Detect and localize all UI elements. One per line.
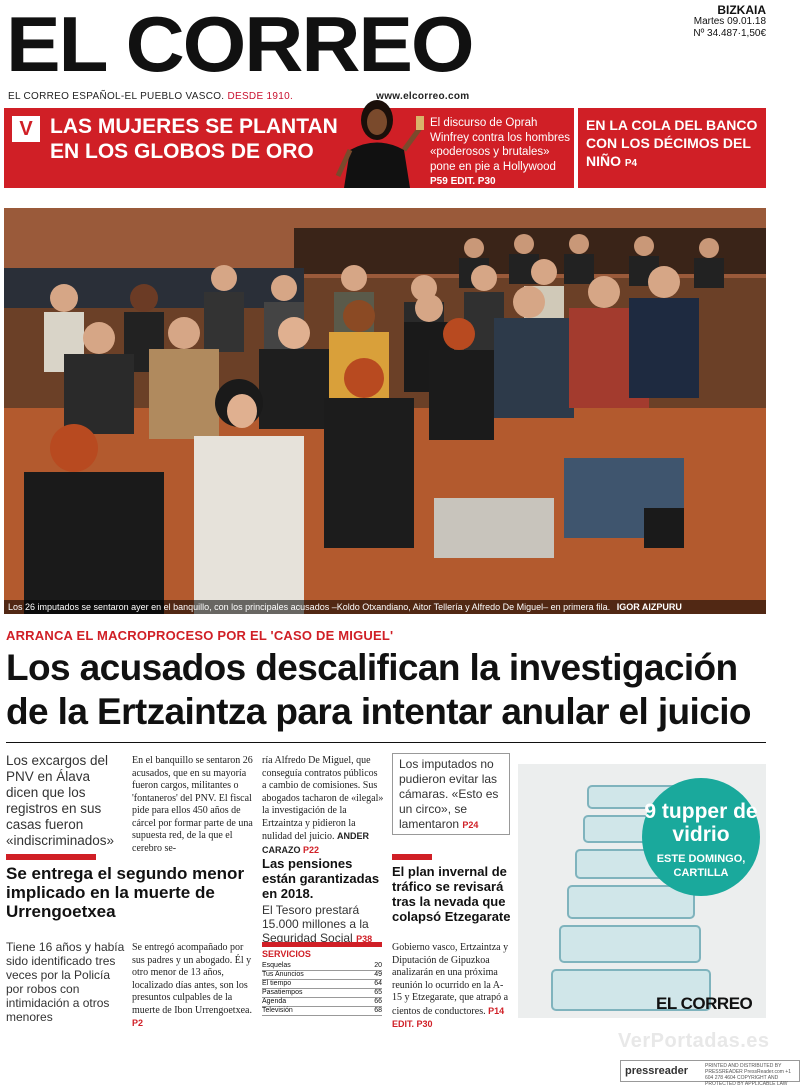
main-byline: ANDER CARAZO — [262, 831, 370, 855]
main-lead: Los excargos del PNV en Álava dicen que los registros en sus casas fueron «indiscriminados» — [6, 753, 115, 848]
main-photo — [4, 208, 766, 614]
story2-page: P2 — [132, 1018, 144, 1028]
main-divider — [6, 742, 766, 743]
pensions-brief[interactable] — [262, 856, 382, 946]
main-column-2-page: P22 — [303, 844, 320, 855]
story3-pages: P14 EDIT. P30 — [392, 1005, 505, 1029]
promo-headline: LAS MUJERES SE PLANTAN EN LOS GLOBOS DE ORO — [50, 115, 338, 163]
services-label: Televisión — [262, 1007, 363, 1016]
pressreader-logo: pressreader — [625, 1065, 688, 1077]
edition-info — [693, 4, 766, 40]
promo-blurb-text: El discurso de Oprah Winfrey contra los hombres «poderosos y brutales» pone en pie a Hollywood — [430, 117, 570, 173]
ad-logo: EL CORREO — [656, 994, 753, 1013]
story2-column-text: Se entregó acompañado por sus padres y un abogado. Él y otro menor de 13 años, localizado días antes, son los presuntos culpables de la muerte de Ibon Urrengoetxea. — [132, 942, 252, 1016]
oprah-figure-icon — [322, 80, 432, 188]
services-label: El tiempo — [262, 980, 363, 989]
services-page: 66 — [363, 998, 382, 1007]
promo-blurb — [430, 116, 572, 190]
services-row[interactable] — [262, 998, 382, 1007]
courtroom-photo-illustration — [4, 208, 766, 614]
edition-issue: Nº 34.487·1,50€ — [693, 28, 766, 39]
story2-tab — [6, 854, 96, 860]
main-sidebox-text: Los imputados no pudieron evitar las cámaras. «Esto es un circo», se lamentaron — [399, 757, 499, 831]
main-sidebox-page: P24 — [462, 820, 479, 830]
sidebar-promo[interactable] — [578, 108, 766, 188]
story2-headline[interactable]: Se entrega el segundo menor implicado en la muerte de Urrengoetxea — [6, 864, 245, 921]
main-column-2 — [262, 755, 384, 857]
services-label: Agenda — [262, 998, 363, 1007]
story3-tab — [392, 854, 432, 860]
story3-body-text: Gobierno vasco, Ertzaintza y Diputación de Gipuzkoa analizarán en una próxima reunión lo ocurrido en la A-15 y Etzegarate, que atrapó a cientos de conductores. — [392, 942, 509, 1017]
sidebar-promo-page: P4 — [624, 158, 638, 169]
services-row[interactable] — [262, 971, 382, 980]
services-table — [262, 962, 382, 1016]
services-label: Esquelas — [262, 962, 363, 971]
photo-caption-text: Los 26 imputados se sentaron ayer en el banquillo, con los principales acusados –Koldo Otxandiano, Aitor Tellería y Alfredo De Miguel– en primera fila. — [8, 602, 611, 612]
pensions-headline: Las pensiones están garantizadas en 2018. — [262, 856, 380, 901]
services-page: 64 — [363, 980, 382, 989]
tagline-since: DESDE 1910. — [227, 91, 294, 102]
main-sidebox[interactable] — [392, 753, 510, 835]
ad-badge — [642, 778, 760, 896]
pensions-text-body: El Tesoro prestará 15.000 millones a la Seguridad Social — [262, 903, 369, 945]
services-row[interactable] — [262, 989, 382, 998]
sidebar-promo-text: EN LA COLA DEL BANCO CON LOS DÉCIMOS DEL NIÑO — [586, 117, 758, 169]
services-label: Tus Anuncios — [262, 971, 363, 980]
pensions-text — [262, 903, 382, 946]
story3-headline[interactable]: El plan invernal de tráfico se revisará tras la nevada que colapsó Etzegarate — [392, 864, 511, 924]
v-badge-icon: V — [12, 116, 40, 142]
services-row[interactable] — [262, 962, 382, 971]
pressreader-notice: PRINTED AND DISTRIBUTED BY PRESSREADER PressReader.com +1 604 278 4604 COPYRIGHT AND PROTECTED BY APPLICABLE LAW — [705, 1063, 792, 1087]
masthead-title: EL CORREO — [6, 0, 473, 88]
services-label: Pasatiempos — [262, 989, 363, 998]
services-page: 49 — [363, 971, 382, 980]
pensions-page: P38 — [356, 934, 373, 944]
story2-lead: Tiene 16 años y había sido identificado tres veces por la Policía por robos con intimidación a otros menores — [6, 940, 125, 1024]
pressreader-badge[interactable] — [620, 1060, 800, 1087]
services-page: 68 — [363, 1007, 382, 1016]
services-row[interactable] — [262, 1007, 382, 1016]
photo-caption — [4, 600, 766, 614]
main-headline[interactable]: Los acusados descalifican la investigación de la Ertzaintza para intentar anular el juicio — [6, 647, 751, 732]
tupper-ad[interactable] — [518, 764, 766, 1018]
edition-date: Martes 09.01.18 — [693, 16, 766, 27]
main-column-2-text: ría Alfredo De Miguel, que conseguía contratos públicos a cambio de comisiones. Sus abogados tacharon de «ilegal» la investigación de la Ertzaintza y pidieron la nulidad del juicio. — [262, 755, 384, 842]
services-row[interactable] — [262, 980, 382, 989]
watermark: VerPortadas.es — [618, 1030, 770, 1052]
photo-credit: IGOR AIZPURU — [616, 602, 682, 612]
edition-region: BIZKAIA — [717, 3, 766, 17]
main-kicker: ARRANCA EL MACROPROCESO POR EL 'CASO DE MIGUEL' — [6, 628, 394, 643]
services-page: 20 — [363, 962, 382, 971]
services-index — [262, 942, 382, 1016]
top-promo-bar[interactable] — [4, 108, 574, 188]
story3-body — [392, 942, 512, 1032]
website-link[interactable]: www.elcorreo.com — [376, 91, 470, 102]
ad-badge-title: 9 tupper de vidrio — [644, 800, 758, 846]
services-title: SERVICIOS — [262, 942, 382, 959]
story2-column — [132, 942, 254, 1031]
main-column-1: En el banquillo se sentaron 26 acusados, que en su mayoría fueron cargos, militantes o 'fontaneros' del PNV. El fiscal pide para ellos 450 años de cárcel por formar parte de una supuesta red, de la que el cerebro se- — [132, 755, 253, 854]
promo-blurb-pages: P59 EDIT. P30 — [430, 176, 496, 187]
ad-badge-subtitle: ESTE DOMINGO, CARTILLA — [656, 853, 746, 879]
services-page: 65 — [363, 989, 382, 998]
tagline-text: EL CORREO ESPAÑOL-EL PUEBLO VASCO. — [8, 91, 225, 102]
